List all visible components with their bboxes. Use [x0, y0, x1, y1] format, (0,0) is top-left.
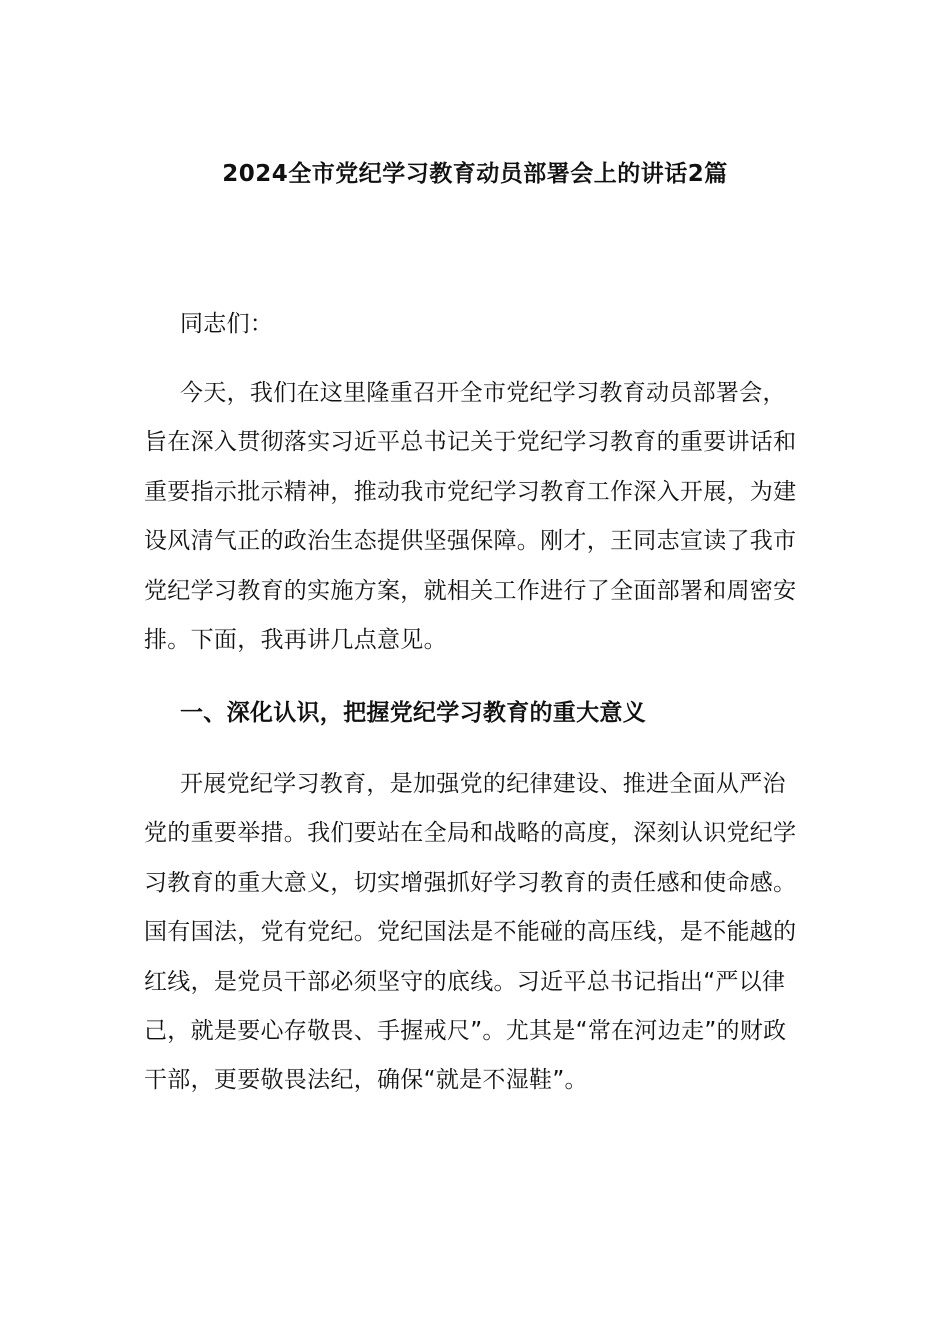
paragraph-intro: 今天，我们在这里隆重召开全市党纪学习教育动员部署会，旨在深入贯彻落实习近平总书记关于党纪学习教育的重要讲话和重要指示批示精神，推动我市党纪学习教育工作深入开展，为建设风清气正的政治生态提供坚强保障。刚才，王同志宣读了我市党纪学习教育的实施方案，就相关工作进行了全面部署和周密安排。下面，我再讲几点意见。 — [144, 380, 797, 654]
document-title: 2024全市党纪学习教育动员部署会上的讲话2篇 — [222, 161, 728, 187]
paragraph-section-1: 开展党纪学习教育，是加强党的纪律建设、推进全面从严治党的重要举措。我们要站在全局和战略的高度，深刻认识党纪学习教育的重大意义，切实增强抓好学习教育的责任感和使命感。国有国法，党有党纪。党纪国法是不能碰的高压线，是不能越的红线，是党员干部必须坚守的底线。习近平总书记指出“严以律己，就是要心存敬畏、手握戒尺”。尤其是“常在河边走”的财政干部，更要敬畏法纪，确保“就是不湿鞋”。 — [144, 771, 797, 1094]
section-heading-1: 一、深化认识，把握党纪学习教育的重大意义 — [180, 700, 646, 726]
salutation: 同志们： — [180, 311, 274, 337]
